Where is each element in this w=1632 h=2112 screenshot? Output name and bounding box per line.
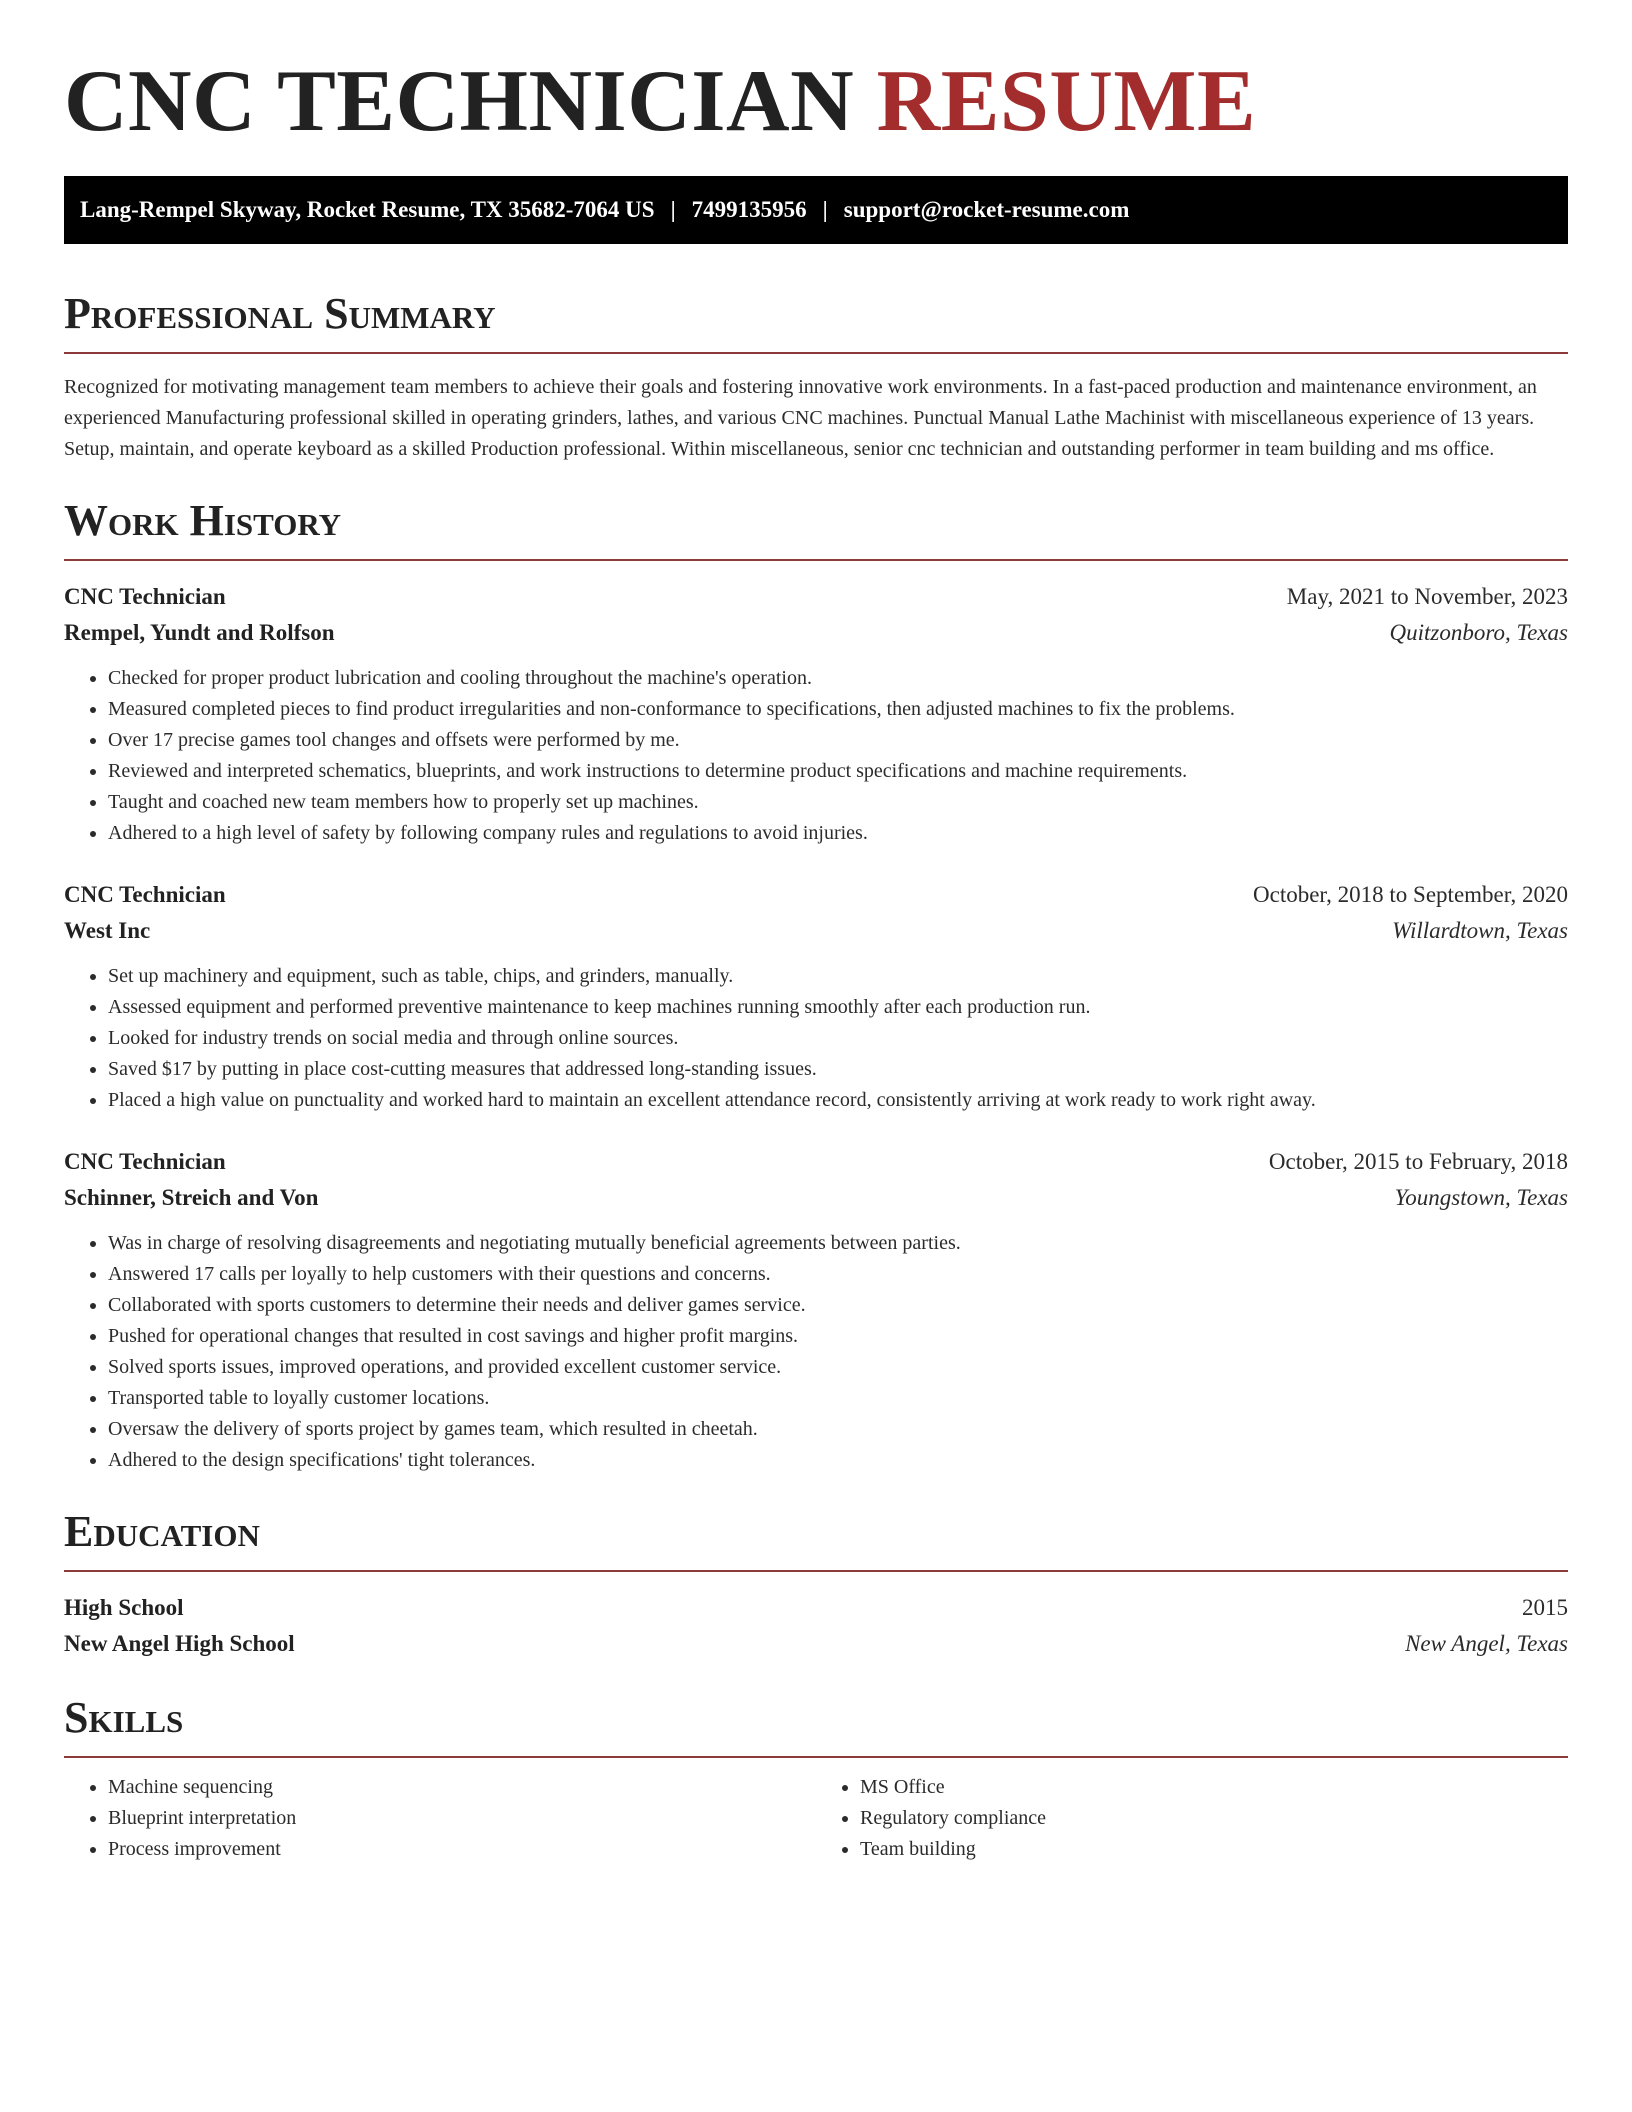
summary-section [64,288,1568,465]
education-section [64,1506,1568,1662]
job-header-row [64,579,1568,615]
education-entry [64,1590,1568,1662]
job-bullet: • Pushed for operational changes that resulted in cost savings and higher profit margins. [108,1321,1568,1352]
job-bullet: • Over 17 precise games tool changes and offsets were performed by me. [108,725,1568,756]
title-accent: RESUME [876,53,1257,150]
job-company: Schinner, Streich and Von [64,1185,319,1210]
skills-columns [64,1772,1568,1865]
job-bullet: • Looked for industry trends on social media and through online sources. [108,1023,1568,1054]
skills-heading: Skills [64,1693,184,1742]
work-history-section [64,495,1568,1476]
job-bullet: • Was in charge of resolving disagreements and negotiating mutually beneficial agreements between parties. [108,1228,1568,1259]
education-year: 2015 [1522,1595,1568,1620]
skill-item: • Regulatory compliance [860,1803,1568,1834]
contact-separator: | [822,197,828,222]
job-bullets [64,961,1568,1116]
job-company-row [64,615,1568,651]
education-degree: High School [64,1595,184,1620]
job-header-row [64,877,1568,913]
job-company-row [64,1180,1568,1216]
work-history-heading: Work History [64,496,342,545]
job-bullet: • Collaborated with sports customers to determine their needs and deliver games service. [108,1290,1568,1321]
job-header-row [64,1144,1568,1180]
job-entry [64,579,1568,849]
job-bullet: • Set up machinery and equipment, such as table, chips, and grinders, manually. [108,961,1568,992]
contact-email: support@rocket-resume.com [843,197,1130,222]
contact-bar [64,176,1568,244]
job-location: Willardtown, Texas [1392,918,1568,943]
contact-phone: 7499135956 [691,197,807,222]
skills-list-right [816,1772,1568,1865]
section-divider [64,1570,1568,1572]
job-bullet: • Assessed equipment and performed preventive maintenance to keep machines running smoothly after each production run. [108,992,1568,1023]
job-dates: October, 2015 to February, 2018 [1268,1149,1568,1174]
skills-list-left [64,1772,816,1865]
section-divider [64,352,1568,354]
skills-section [64,1692,1568,1865]
job-bullets [64,663,1568,849]
contact-separator: | [670,197,676,222]
title-main: CNC TECHNICIAN [64,53,855,150]
job-location: Quitzonboro, Texas [1389,620,1568,645]
job-bullet: • Measured completed pieces to find product irregularities and non-conformance to specifications, then adjusted machines to fix the problems. [108,694,1568,725]
job-company: West Inc [64,918,151,943]
job-dates: May, 2021 to November, 2023 [1286,584,1568,609]
job-bullet: • Taught and coached new team members how to properly set up machines. [108,787,1568,818]
job-entry [64,1144,1568,1476]
education-header-row [64,1590,1568,1626]
contact-address: Lang-Rempel Skyway, Rocket Resume, TX 35682-7064 US [80,197,655,222]
job-location: Youngstown, Texas [1394,1185,1568,1210]
job-entry [64,877,1568,1116]
education-school: New Angel High School [64,1631,295,1656]
summary-heading: Professional Summary [64,289,496,338]
skill-item: • Process improvement [108,1834,816,1865]
job-company: Rempel, Yundt and Rolfson [64,620,335,645]
skill-item: • Team building [860,1834,1568,1865]
job-bullet: • Transported table to loyally customer locations. [108,1383,1568,1414]
job-bullet: • Oversaw the delivery of sports project by games team, which resulted in cheetah. [108,1414,1568,1445]
job-title: CNC Technician [64,882,226,907]
job-company-row [64,913,1568,949]
skill-item: • Machine sequencing [108,1772,816,1803]
skill-item: • MS Office [860,1772,1568,1803]
summary-text: Recognized for motivating management team members to achieve their goals and fostering innovative work environments. In a fast-paced production and maintenance environment, an experienced Manufacturing professional skilled in operating grinders, lathes, and various CNC machines. Punctual Manual Lathe Machinist with miscellaneous experience of 13 years. Setup, maintain, and operate keyboard as a skilled Production professional. Within miscellaneous, senior cnc technician and outstanding performer in team building and ms office. [64,376,1537,460]
job-bullet: • Saved $17 by putting in place cost-cutting measures that addressed long-standing issues. [108,1054,1568,1085]
education-school-row [64,1626,1568,1662]
education-heading: Education [64,1507,260,1556]
job-bullet: • Placed a high value on punctuality and worked hard to maintain an excellent attendance record, consistently arriving at work ready to work right away. [108,1085,1568,1116]
job-bullet: • Adhered to the design specifications' tight tolerances. [108,1445,1568,1476]
section-divider [64,559,1568,561]
job-bullet: • Reviewed and interpreted schematics, blueprints, and work instructions to determine product specifications and machine requirements. [108,756,1568,787]
job-bullets [64,1228,1568,1476]
skill-item: • Blueprint interpretation [108,1803,816,1834]
job-bullet: • Adhered to a high level of safety by following company rules and regulations to avoid injuries. [108,818,1568,849]
job-title: CNC Technician [64,1149,226,1174]
job-title: CNC Technician [64,584,226,609]
education-location: New Angel, Texas [1405,1631,1568,1656]
resume-title [64,52,1568,152]
job-dates: October, 2018 to September, 2020 [1253,882,1568,907]
job-bullet: • Answered 17 calls per loyally to help customers with their questions and concerns. [108,1259,1568,1290]
section-divider [64,1756,1568,1758]
job-bullet: • Solved sports issues, improved operations, and provided excellent customer service. [108,1352,1568,1383]
job-bullet: • Checked for proper product lubrication and cooling throughout the machine's operation. [108,663,1568,694]
